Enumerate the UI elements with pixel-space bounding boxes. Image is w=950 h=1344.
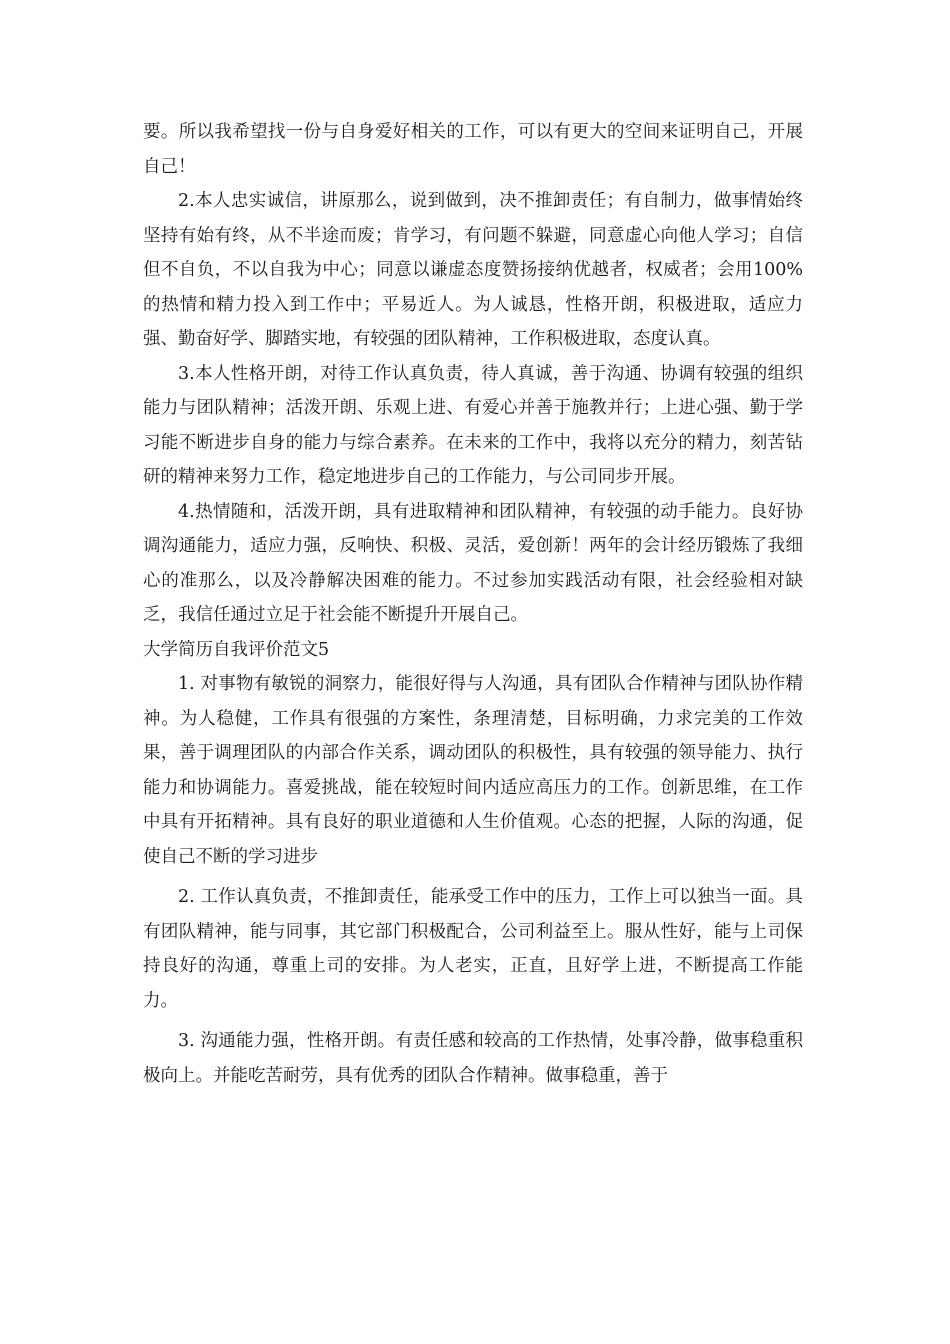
paragraph-item-3b: 3. 沟通能力强，性格开朗。有责任感和较高的工作热情，处事冷静，做事稳重积极向上。并能吃苦耐劳，具有优秀的团队合作精神。做事稳重，善于 xyxy=(143,1031,803,1086)
document-body xyxy=(143,115,803,1093)
paragraph-item-2: 2.本人忠实诚信，讲原那么，说到做到，决不推卸责任；有自制力，做事情始终坚持有始有终，从不半途而废；肯学习，有问题不躲避，同意虚心向他人学习；自信但不自负，不以自我为中心；同意以谦虚态度赞扬接纳优越者，权威者；会用100%的热情和精力投入到工作中；平易近人。为人诚恳，性格开朗，积极进取，适应力强、勤奋好学、脚踏实地，有较强的团队精神，工作积极进取，态度认真。 xyxy=(143,191,803,349)
paragraph-continuation: 要。所以我希望找一份与自身爱好相关的工作，可以有更大的空间来证明自己，开展自己！ xyxy=(143,122,803,177)
paragraph-item-4: 4.热情随和，活泼开朗，具有进取精神和团队精神，有较强的动手能力。良好协调沟通能力，适应力强，反响快、积极、灵活，爱创新！两年的会计经历锻炼了我细心的准那么，以及冷静解决困难的能力。不过参加实践活动有限，社会经验相对缺乏，我信任通过立足于社会能不断提升开展自己。 xyxy=(143,501,803,625)
paragraph-item-3: 3.本人性格开朗，对待工作认真负责，待人真诚，善于沟通、协调有较强的组织能力与团队精神；活泼开朗、乐观上进、有爱心并善于施教并行；上进心强、勤于学习能不断进步自身的能力与综合素养。在未来的工作中，我将以充分的精力，刻苦钻研的精神来努力工作，稳定地进步自己的工作能力，与公司同步开展。 xyxy=(143,363,803,487)
section-heading: 大学简历自我评价范文5 xyxy=(143,639,330,660)
paragraph-item-1: 1. 对事物有敏锐的洞察力，能很好得与人沟通，具有团队合作精神与团队协作精神。为人稳健，工作具有很强的方案性，条理清楚，目标明确，力求完美的工作效果，善于调理团队的内部合作关系，调动团队的积极性，具有较强的领导能力、执行能力和协调能力。喜爱挑战，能在较短时间内适应高压力的工作。创新思维，在工作中具有开拓精神。具有良好的职业道德和人生价值观。心态的把握，人际的沟通，促使自己不断的学习进步 xyxy=(143,674,803,867)
paragraph-item-2b: 2. 工作认真负责，不推卸责任，能承受工作中的压力，工作上可以独当一面。具有团队精神，能与同事，其它部门积极配合，公司利益至上。服从性好，能与上司保持良好的沟通，尊重上司的安排。为人老实，正直，且好学上进，不断提高工作能力。 xyxy=(143,887,803,1011)
